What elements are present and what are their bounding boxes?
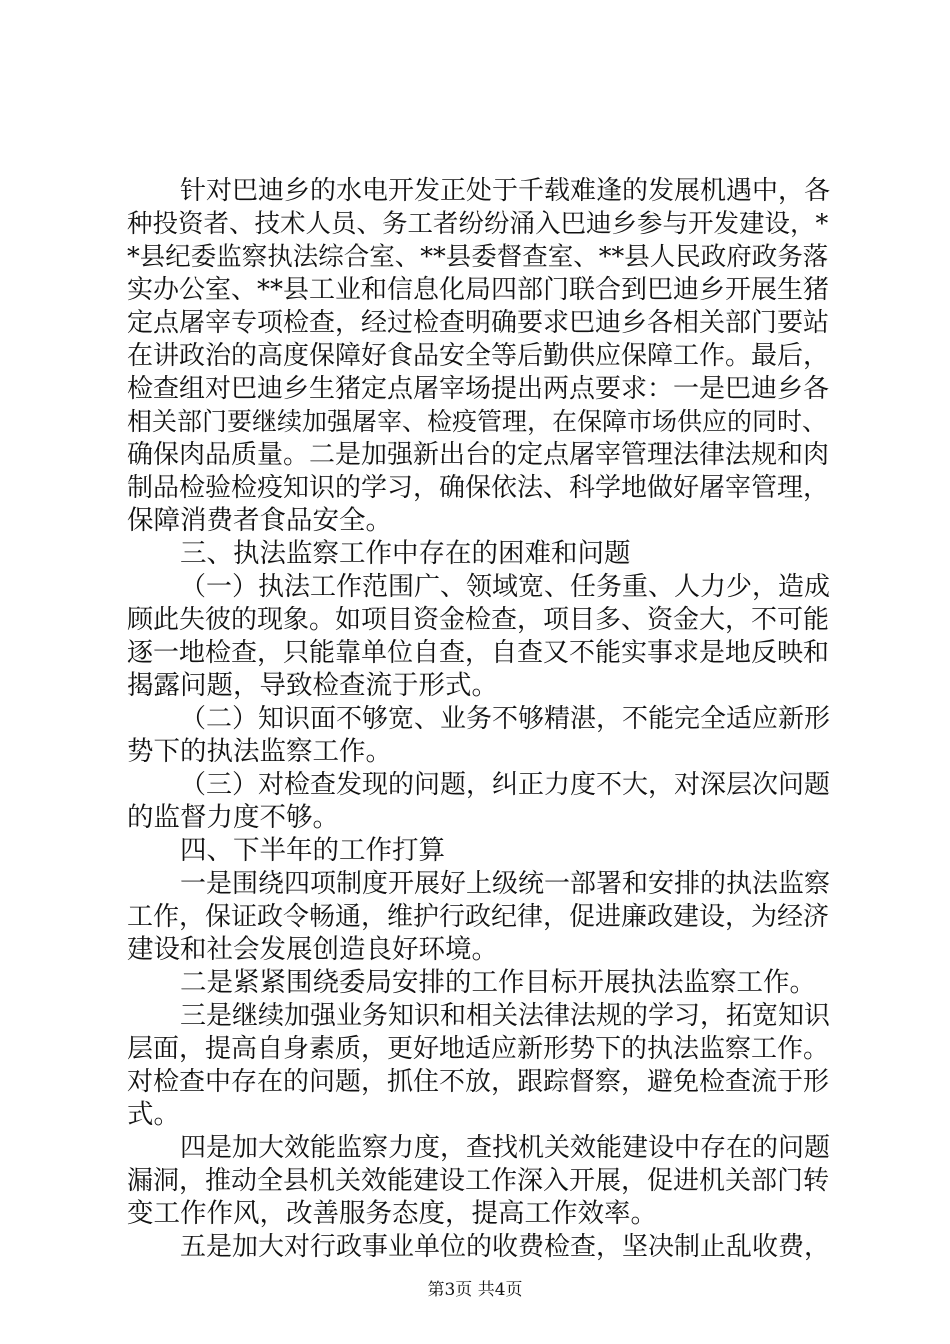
text-line: 揭露问题，导致检查流于形式。 — [127, 670, 498, 701]
page-number-footer: 第3页 共4页 — [427, 1280, 523, 1300]
text-line: *县纪委监察执法综合室、**县委督查室、**县人民政府政务落 — [127, 242, 829, 272]
text-line: 顾此失彼的现象。如项目资金检查，项目多、资金大，不可能 — [127, 605, 830, 635]
text-line: 在讲政治的高度保障好食品安全等后勤供应保障工作。最后， — [127, 341, 830, 371]
text-line: 相关部门要继续加强屠宰、检疫管理，在保障市场供应的同时、 — [127, 407, 828, 436]
text-line: 定点屠宰专项检查，经过检查明确要求巴迪乡各相关部门要站 — [127, 308, 830, 338]
text-line: 式。 — [127, 1099, 180, 1130]
text-line: 保障消费者食品安全。 — [127, 505, 392, 536]
text-line: （二）知识面不够宽、业务不够精湛，不能完全适应新形 — [180, 704, 831, 734]
text-line: 势下的执法监察工作。 — [127, 736, 392, 767]
text-line: 制品检验检疫知识的学习，确保依法、科学地做好屠宰管理， — [127, 473, 830, 503]
section-heading: 四、下半年的工作打算 — [180, 835, 445, 866]
text-line: 变工作作风，改善服务态度，提高工作效率。 — [127, 1198, 657, 1229]
text-line: 层面，提高自身素质，更好地适应新形势下的执法监察工作。 — [127, 1034, 830, 1064]
text-line: 三是继续加强业务知识和相关法律法规的学习，拓宽知识 — [180, 1001, 831, 1031]
text-line: 实办公室、**县工业和信息化局四部门联合到巴迪乡开展生猪 — [127, 275, 830, 305]
text-line: 建设和社会发展创造良好环境。 — [127, 934, 498, 965]
text-line: 二是紧紧围绕委局安排的工作目标开展执法监察工作。 — [180, 967, 816, 998]
text-line: 种投资者、技术人员、务工者纷纷涌入巴迪乡参与开发建设，* — [127, 209, 829, 239]
text-line: 工作，保证政令畅通，维护行政纪律，促进廉政建设，为经济 — [127, 902, 830, 932]
text-line: 五是加大对行政事业单位的收费检查，坚决制止乱收费， — [180, 1232, 831, 1262]
text-line: 针对巴迪乡的水电开发正处于千载难逢的发展机遇中，各 — [180, 176, 831, 206]
text-line: （一）执法工作范围广、领域宽、任务重、人力少，造成 — [180, 572, 831, 602]
text-line: 逐一地检查，只能靠单位自查，自查又不能实事求是地反映和 — [127, 638, 830, 668]
text-line: 确保肉品质量。二是加强新出台的定点屠宰管理法律法规和肉 — [127, 440, 830, 470]
text-line: 一是围绕四项制度开展好上级统一部署和安排的执法监察 — [180, 869, 831, 899]
text-line: 四是加大效能监察力度，查找机关效能建设中存在的问题 — [180, 1133, 831, 1163]
text-line: 检查组对巴迪乡生猪定点屠宰场提出两点要求：一是巴迪乡各 — [127, 374, 830, 404]
section-heading: 三、执法监察工作中存在的困难和问题 — [180, 538, 631, 569]
text-line: 的监督力度不够。 — [127, 802, 339, 833]
text-line: 对检查中存在的问题，抓住不放，跟踪督察，避免检查流于形 — [127, 1067, 830, 1097]
text-line: （三）对检查发现的问题，纠正力度不大，对深层次问题 — [180, 770, 831, 800]
text-line: 漏洞，推动全县机关效能建设工作深入开展，促进机关部门转 — [127, 1166, 830, 1196]
